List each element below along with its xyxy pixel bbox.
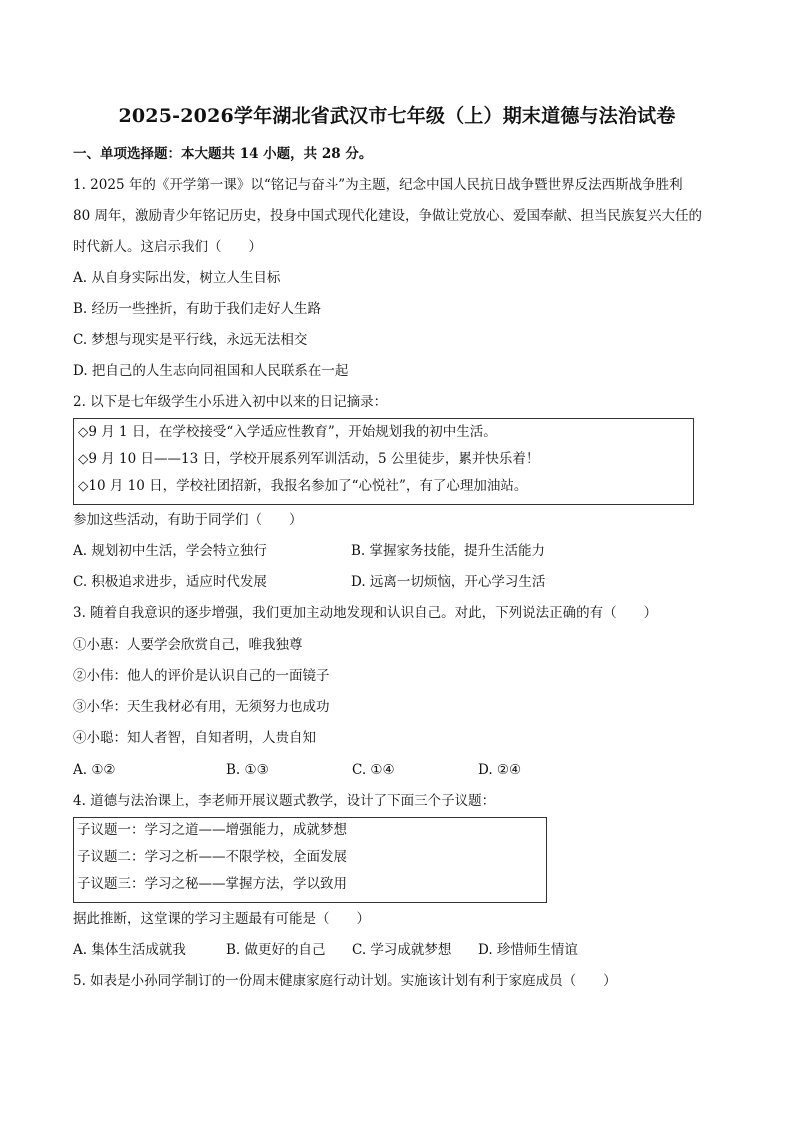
q1-option-d: D. 把自己的人生志向同祖国和人民联系在一起 (73, 363, 349, 379)
q2-option-a: A. 规划初中生活，学会特立独行 (73, 543, 267, 559)
q3-option-d: D. ②④ (478, 762, 522, 778)
section-heading: 一、单项选择题：本大题共 14 小题，共 28 分。 (73, 146, 373, 162)
q2-diary-line-1: ◇9 月 1 日，在学校接受“入学适应性教育”，开始规划我的初中生活。 (78, 424, 497, 440)
q4-question: 据此推断，这堂课的学习主题最有可能是（ ） (73, 911, 370, 927)
exam-title: 2025-2026学年湖北省武汉市七年级（上）期末道德与法治试卷 (118, 105, 676, 127)
q4-option-a: A. 集体生活成就我 (73, 942, 186, 958)
q3-statement-3: ③小华：天生我材必有用，无须努力也成功 (73, 699, 330, 715)
q1-option-b: B. 经历一些挫折，有助于我们走好人生路 (73, 301, 322, 317)
q4-subtopic-2: 子议题二：学习之析——不限学校，全面发展 (77, 849, 347, 865)
q1-option-a: A. 从自身实际出发，树立人生目标 (73, 270, 281, 286)
q4-stem: 4. 道德与法治课上，李老师开展议题式教学，设计了下面三个子议题： (73, 793, 496, 809)
q2-diary-line-3: ◇10 月 10 日，学校社团招新，我报名参加了“心悦社”，有了心理加油站。 (78, 478, 528, 494)
q4-option-d: D. 珍惜师生情谊 (478, 942, 578, 958)
q3-option-c: C. ①④ (352, 762, 395, 778)
q1-stem-line-1: 1. 2025 年的《开学第一课》以“铭记与奋斗”为主题，纪念中国人民抗日战争暨世界反法西斯战争胜利 (73, 177, 683, 193)
q4-subtopic-1: 子议题一：学习之道——增强能力，成就梦想 (77, 822, 347, 838)
q4-option-c: C. 学习成就梦想 (352, 942, 452, 958)
q1-stem-line-3: 时代新人。这启示我们（ ） (73, 239, 262, 255)
q3-statement-4: ④小聪：知人者智，自知者明，人贵自知 (73, 730, 316, 746)
q3-statement-1: ①小惠：人要学会欣赏自己，唯我独尊 (73, 637, 303, 653)
q3-statement-2: ②小伟：他人的评价是认识自己的一面镜子 (73, 668, 330, 684)
q2-option-c: C. 积极追求进步，适应时代发展 (73, 574, 267, 590)
q2-option-d: D. 远离一切烦恼，开心学习生活 (351, 574, 546, 590)
q4-subtopic-box (73, 817, 547, 903)
q3-stem: 3. 随着自我意识的逐步增强，我们更加主动地发现和认识自己。对此，下列说法正确的有（ ） (73, 605, 658, 621)
q2-diary-line-2: ◇9 月 10 日——13 日，学校开展系列军训活动，5 公里徒步，累并快乐着！ (78, 451, 540, 467)
q4-option-b: B. 做更好的自己 (226, 942, 326, 958)
q1-stem-line-2: 80 周年，激励青少年铭记历史，投身中国式现代化建设，争做让党放心、爱国奉献、担当民族复兴大任的 (73, 208, 702, 224)
q1-option-c: C. 梦想与现实是平行线，永远无法相交 (73, 332, 308, 348)
q2-diary-box (73, 418, 694, 505)
q2-stem: 2. 以下是七年级学生小乐进入初中以来的日记摘录： (73, 394, 388, 410)
q3-option-b: B. ①③ (226, 762, 269, 778)
q4-subtopic-3: 子议题三：学习之秘——掌握方法，学以致用 (77, 876, 347, 892)
q2-question: 参加这些活动，有助于同学们（ ） (73, 512, 303, 528)
q5-stem: 5. 如表是小孙同学制订的一份周末健康家庭行动计划。实施该计划有利于家庭成员（ ） (73, 973, 617, 989)
q3-option-a: A. ①② (73, 762, 116, 778)
q2-option-b: B. 掌握家务技能，提升生活能力 (351, 543, 546, 559)
